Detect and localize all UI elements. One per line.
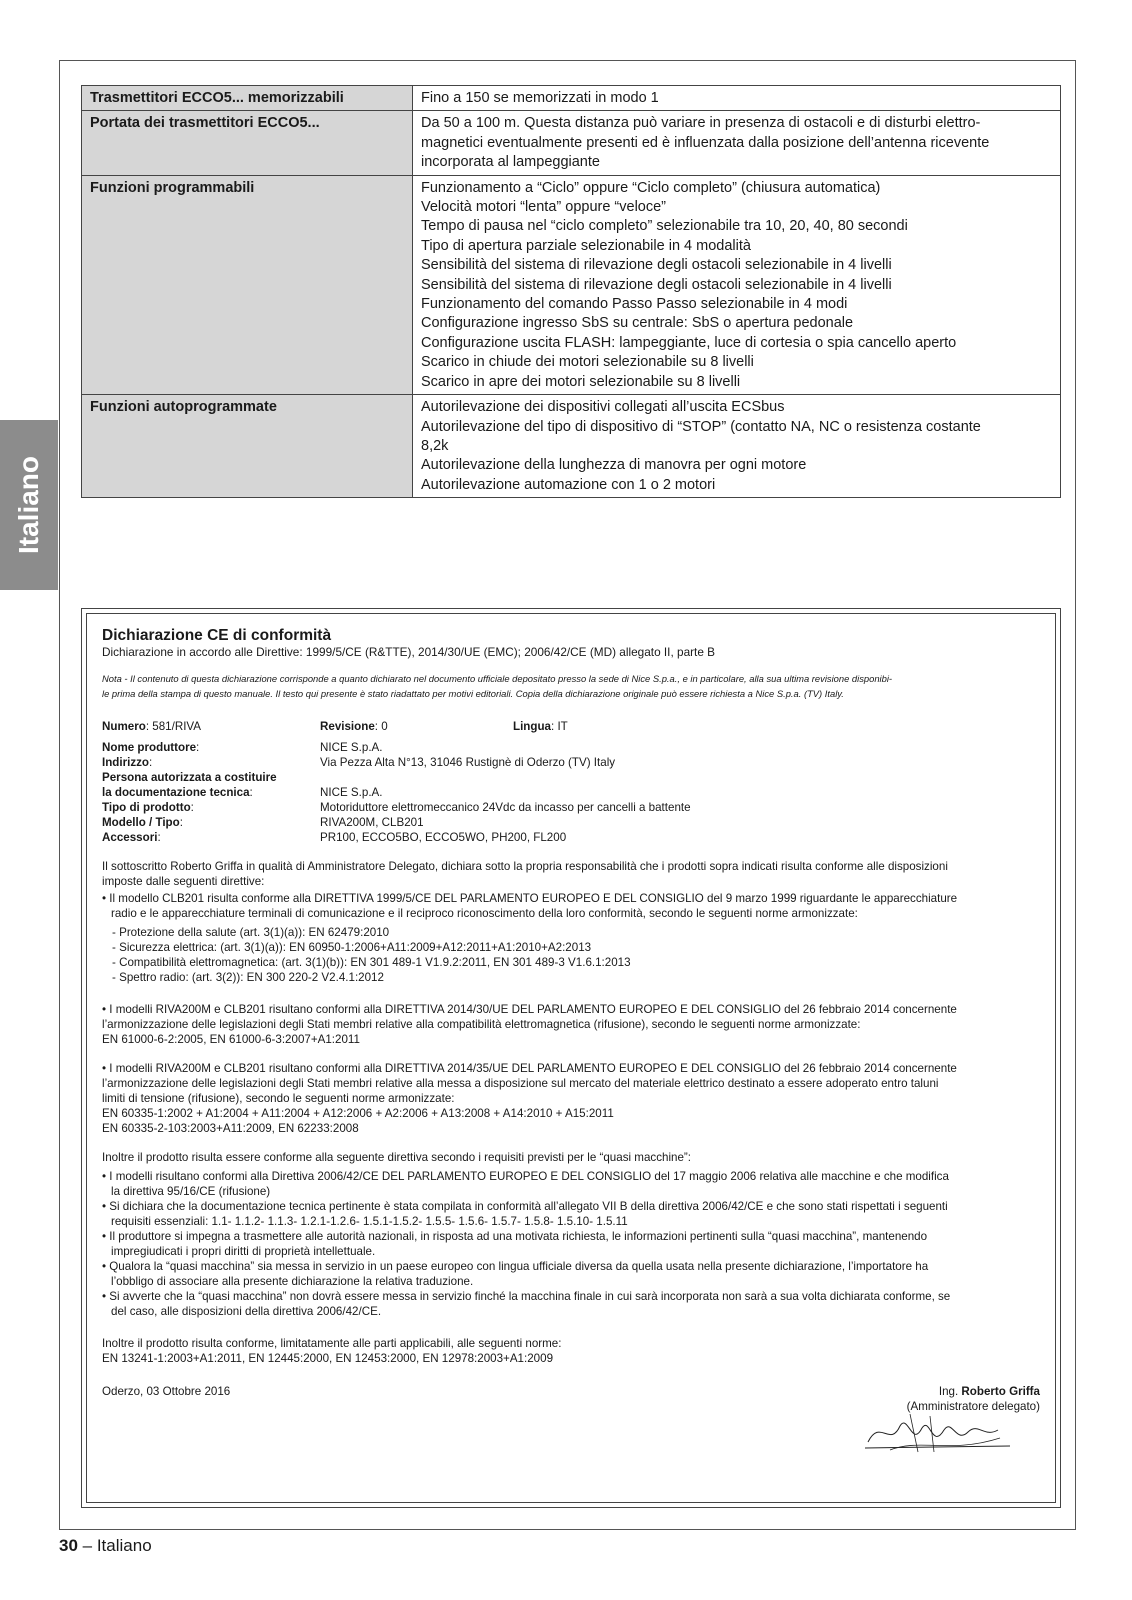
intro-line: Il sottoscritto Roberto Griffa in qualità di Amministratore Delegato, dichiara sotto la propria responsabilità che i prodotti sopra indicati risulta conforme alle disposizioni bbox=[102, 860, 948, 873]
info-row bbox=[102, 740, 1040, 755]
revisione-value: : 0 bbox=[374, 720, 388, 733]
info-value: RIVA200M, CLB201 bbox=[320, 816, 424, 829]
info-row bbox=[102, 815, 1040, 830]
spec-value-line: magnetici eventualmente presenti ed è influenzata dalla posizione dell’antenna ricevente bbox=[421, 134, 990, 151]
spec-value bbox=[413, 395, 1061, 498]
standard-item: - Protezione della salute (art. 3(1)(a)): EN 62479:2010 bbox=[112, 926, 390, 939]
machinery-line: • Si dichiara che la documentazione tecnica pertinente è stata compilata in conformità all’allegato VII B della direttiva 2006/42/CE e che sono stati rispettati i seguenti bbox=[102, 1200, 948, 1213]
declaration-subtitle: Dichiarazione in accordo alle Direttive: 1999/5/CE (R&TTE), 2014/30/UE (EMC); 2006/42/CE (MD) allegato II, parte B bbox=[102, 645, 716, 659]
info-value: NICE S.p.A. bbox=[320, 741, 383, 754]
info-label-suffix: : bbox=[157, 831, 161, 844]
side-tab-label: Italiano bbox=[13, 455, 44, 555]
machinery-line: • Si avverte che la “quasi macchina” non dovrà essere messa in servizio finché la macchina finale in cui sarà incorporata non sarà a sua volta dichiarata conforme, se bbox=[102, 1290, 951, 1303]
lvd-line: l’armonizzazione delle legislazioni degli Stati membri relative alla messa a disposizione sul mercato del materiale elettrico destinato a essere adoperato entro taluni bbox=[102, 1077, 939, 1090]
spec-value-line: Velocità motori “lenta” oppure “veloce” bbox=[421, 199, 667, 216]
info-label-text: Accessori bbox=[102, 831, 158, 844]
info-value: PR100, ECCO5BO, ECCO5WO, PH200, FL200 bbox=[320, 831, 567, 844]
machinery-line: • Qualora la “quasi macchina” sia messa in servizio in un paese europeo con lingua ufficiale diversa da quella usata nella presente dichiarazione, l’importatore ha bbox=[102, 1260, 929, 1273]
spec-value-line: Sensibilità del sistema di rilevazione degli ostacoli selezionabile in 4 livelli bbox=[421, 257, 892, 274]
page-number: 30 bbox=[59, 1536, 78, 1555]
spec-value-line: Autorilevazione automazione con 1 o 2 motori bbox=[421, 476, 716, 493]
spec-label: Trasmettitori ECCO5... memorizzabili bbox=[82, 86, 413, 111]
numero-value: : 581/RIVA bbox=[145, 720, 202, 733]
info-label-suffix: : bbox=[249, 786, 253, 799]
machinery-intro: Inoltre il prodotto risulta essere conforme alla seguente direttiva secondo i requisiti previsti per le “quasi macchine”: bbox=[102, 1151, 691, 1164]
ce-declaration-box bbox=[81, 608, 1061, 1508]
spec-value-line: Da 50 a 100 m. Questa distanza può variare in presenza di ostacoli e di disturbi elettro- bbox=[421, 115, 981, 132]
info-label-text: Persona autorizzata a costituire bbox=[102, 771, 277, 784]
spec-table bbox=[81, 85, 1061, 498]
manufacturer-info bbox=[102, 740, 1040, 845]
place-date: Oderzo, 03 Ottobre 2016 bbox=[102, 1385, 231, 1398]
spec-value-line: incorporata al lampeggiante bbox=[421, 154, 600, 171]
lvd-line: limiti di tensione (rifusione), secondo le seguenti norme armonizzate: bbox=[102, 1092, 455, 1105]
machinery-bullets bbox=[102, 1169, 1040, 1319]
info-row bbox=[102, 800, 1040, 815]
handwritten-signature bbox=[860, 1408, 1020, 1458]
info-label-text: Modello / Tipo bbox=[102, 816, 180, 829]
info-row bbox=[102, 785, 1040, 800]
language-side-tab bbox=[0, 420, 58, 590]
final-line: EN 13241-1:2003+A1:2011, EN 12445:2000, EN 12453:2000, EN 12978:2003+A1:2009 bbox=[102, 1352, 554, 1365]
footer-language: Italiano bbox=[96, 1536, 152, 1555]
rtte-line: • Il modello CLB201 risulta conforme alla DIRETTIVA 1999/5/CE DEL PARLAMENTO EUROPEO E DEL CONSIGLIO del 9 marzo 1999 riguardante le apparecchiature bbox=[102, 892, 958, 905]
machinery-line: requisiti essenziali: 1.1- 1.1.2- 1.1.3- 1.2.1-1.2.6- 1.5.1-1.5.2- 1.5.5- 1.5.6- 1.5.7- 1.5.8- 1.5.10- 1.5.11 bbox=[111, 1215, 628, 1228]
spec-value bbox=[413, 86, 1061, 111]
spec-value-line: Autorilevazione della lunghezza di manovra per ogni motore bbox=[421, 457, 807, 474]
info-label bbox=[102, 740, 320, 755]
spec-row bbox=[82, 111, 1061, 175]
ce-declaration-inner bbox=[86, 613, 1056, 1503]
emc-line: • I modelli RIVA200M e CLB201 risultano conformi alla DIRETTIVA 2014/30/UE DEL PARLAMENTO EUROPEO E DEL CONSIGLIO del 26 febbraio 2014 concernente bbox=[102, 1003, 957, 1016]
info-label-text: Nome produttore bbox=[102, 741, 197, 754]
spec-value-line: Scarico in apre dei motori selezionabile su 8 livelli bbox=[421, 373, 741, 390]
machinery-line: • Il produttore si impegna a trasmettere alle autorità nazionali, in risposta ad una motivata richiesta, le informazioni pertinenti sulla “quasi macchina”, mantenendo bbox=[102, 1230, 928, 1243]
standard-item: - Sicurezza elettrica: (art. 3(1)(a)): EN 60950-1:2006+A11:2009+A12:2011+A1:2010+A2:2013 bbox=[112, 941, 592, 954]
rtte-bullet bbox=[102, 891, 1040, 921]
revisione-label: Revisione bbox=[320, 720, 375, 733]
spec-value-line: Autorilevazione del tipo di dispositivo di “STOP” (contatto NA, NC o resistenza costante bbox=[421, 418, 981, 435]
spec-label: Funzioni autoprogrammate bbox=[82, 395, 413, 498]
footer-separator: – bbox=[77, 1536, 97, 1555]
declaration-note bbox=[102, 671, 1040, 701]
final-norms bbox=[102, 1336, 1040, 1366]
info-label bbox=[102, 830, 320, 845]
lingua-label: Lingua bbox=[513, 720, 551, 733]
spec-label: Portata dei trasmettitori ECCO5... bbox=[82, 111, 413, 175]
spec-value-line: Funzionamento del comando Passo Passo selezionabile in 4 modi bbox=[421, 296, 848, 313]
note-line: le prima della stampa di questo manuale. Il testo qui presente è stato riadattato per motivi editoriali. Copia della dichiarazione originale può essere richiesta a Nice S.p.a. (TV) Italy. bbox=[102, 688, 844, 699]
info-row bbox=[102, 770, 1040, 785]
info-label-suffix: : bbox=[179, 816, 183, 829]
info-label-suffix: : bbox=[190, 801, 194, 814]
machinery-line: • I modelli risultano conformi alla Direttiva 2006/42/CE DEL PARLAMENTO EUROPEO E DEL CONSIGLIO del 17 maggio 2006 relativa alle macchine e che modifica bbox=[102, 1170, 949, 1183]
spec-value-line: Sensibilità del sistema di rilevazione degli ostacoli selezionabile in 4 livelli bbox=[421, 276, 892, 293]
info-value: Via Pezza Alta N°13, 31046 Rustignè di Oderzo (TV) Italy bbox=[320, 756, 616, 769]
emc-paragraph bbox=[102, 1002, 1040, 1047]
numero-label: Numero bbox=[102, 720, 146, 733]
info-label bbox=[102, 815, 320, 830]
rtte-line: radio e le apparecchiature terminali di comunicazione e il reciproco riconoscimento della loro conformità, secondo le seguenti norme armonizzate: bbox=[111, 907, 858, 920]
info-label-text: Indirizzo bbox=[102, 756, 150, 769]
info-value: NICE S.p.A. bbox=[320, 786, 383, 799]
info-row bbox=[102, 755, 1040, 770]
note-line: Nota - Il contenuto di questa dichiarazione corrisponde a quanto dichiarato nel documento ufficiale depositato presso la sede di Nice S.p.a., e in particolare, alla sua ultima revisione disponibi- bbox=[102, 673, 893, 684]
info-row bbox=[102, 830, 1040, 845]
declaration-title: Dichiarazione CE di conformità bbox=[102, 627, 332, 644]
spec-value bbox=[413, 175, 1061, 394]
final-line: Inoltre il prodotto risulta conforme, limitatamente alle parti applicabili, alle seguenti norme: bbox=[102, 1337, 562, 1350]
standard-item: - Compatibilità elettromagnetica: (art. 3(1)(b)): EN 301 489-1 V1.9.2:2011, EN 301 489-3 V1.6.1:2013 bbox=[112, 956, 631, 969]
spec-value-line: Tempo di pausa nel “ciclo completo” selezionabile tra 10, 20, 40, 80 secondi bbox=[421, 218, 908, 235]
spec-value-line: 8,2k bbox=[421, 437, 449, 454]
info-label-text: Tipo di prodotto bbox=[102, 801, 191, 814]
info-label bbox=[102, 785, 320, 800]
spec-value-line: Tipo di apertura parziale selezionabile in 4 modalità bbox=[421, 237, 751, 254]
spec-value-line: Fino a 150 se memorizzati in modo 1 bbox=[421, 90, 659, 106]
lingua-value: : IT bbox=[551, 720, 568, 733]
spec-value bbox=[413, 111, 1061, 175]
machinery-line: del caso, alle disposizioni della direttiva 2006/42/CE. bbox=[111, 1305, 382, 1318]
info-label bbox=[102, 800, 320, 815]
spec-value-line: Scarico in chiude dei motori selezionabile su 8 livelli bbox=[421, 354, 754, 371]
rtte-standards-list bbox=[102, 925, 1040, 985]
machinery-line: impregiudicati i propri diritti di proprietà intellettuale. bbox=[111, 1245, 376, 1258]
spec-value-line: Configurazione uscita FLASH: lampeggiante, luce di cortesia o spia cancello aperto bbox=[421, 334, 957, 351]
lvd-line: EN 60335-1:2002 + A1:2004 + A11:2004 + A12:2006 + A2:2006 + A13:2008 + A14:2010 + A15:2011 bbox=[102, 1107, 614, 1120]
emc-line: EN 61000-6-2:2005, EN 61000-6-3:2007+A1:2011 bbox=[102, 1033, 360, 1046]
declaration-intro bbox=[102, 859, 1040, 889]
spec-label: Funzioni programmabili bbox=[82, 175, 413, 394]
info-label bbox=[102, 770, 320, 785]
declaration-meta bbox=[102, 719, 1040, 734]
spec-row bbox=[82, 175, 1061, 394]
lvd-line: • I modelli RIVA200M e CLB201 risultano conformi alla DIRETTIVA 2014/35/UE DEL PARLAMENTO EUROPEO E DEL CONSIGLIO del 26 febbraio 2014 concernente bbox=[102, 1062, 957, 1075]
signer-name: Roberto Griffa bbox=[961, 1385, 1040, 1398]
machinery-line: l’obbligo di associare alla presente dichiarazione la relativa traduzione. bbox=[111, 1275, 474, 1288]
info-label-text: la documentazione tecnica bbox=[102, 786, 250, 799]
emc-line: l’armonizzazione delle legislazioni degli Stati membri relative alla compatibilità elettromagnetica (rifusione), secondo le seguenti norme armonizzate: bbox=[102, 1018, 861, 1031]
info-label bbox=[102, 755, 320, 770]
spec-value-line: Autorilevazione dei dispositivi collegati all’uscita ECSbus bbox=[421, 399, 785, 416]
intro-line: imposte dalle seguenti direttive: bbox=[102, 875, 265, 888]
signer-role: (Amministratore delegato) bbox=[906, 1400, 1040, 1413]
info-value: Motoriduttore elettromeccanico 24Vdc da incasso per cancelli a battente bbox=[320, 801, 691, 814]
spec-row bbox=[82, 395, 1061, 498]
spec-value-line: Configurazione ingresso SbS su centrale: SbS o apertura pedonale bbox=[421, 315, 854, 332]
standard-item: - Spettro radio: (art. 3(2)): EN 300 220-2 V2.4.1:2012 bbox=[112, 971, 384, 984]
machinery-line: la direttiva 95/16/CE (rifusione) bbox=[111, 1185, 271, 1198]
page-footer bbox=[59, 1536, 152, 1556]
spec-row bbox=[82, 86, 1061, 111]
signer-prefix: Ing. bbox=[938, 1385, 962, 1398]
info-label-suffix: : bbox=[149, 756, 153, 769]
lvd-line: EN 60335-2-103:2003+A11:2009, EN 62233:2008 bbox=[102, 1122, 359, 1135]
info-label-suffix: : bbox=[196, 741, 200, 754]
spec-value-line: Funzionamento a “Ciclo” oppure “Ciclo completo” (chiusura automatica) bbox=[421, 179, 881, 196]
lvd-paragraph bbox=[102, 1061, 1040, 1136]
